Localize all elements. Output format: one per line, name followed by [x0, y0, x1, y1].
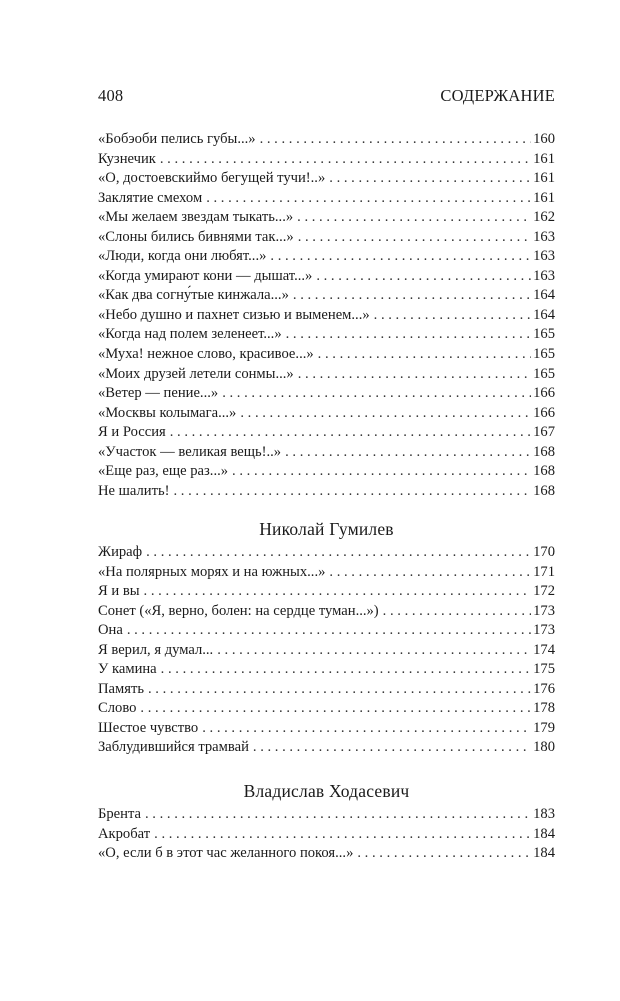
dot-leader	[146, 543, 531, 563]
toc-entry-title: У камина	[98, 661, 157, 678]
dot-leader	[222, 384, 531, 404]
dot-leader	[260, 130, 532, 150]
toc-entry-page: 170	[533, 544, 555, 560]
toc-entry-page: 175	[533, 661, 555, 678]
toc-entry	[98, 543, 555, 563]
toc-entry-title: «Когда над полем зеленеет...»	[98, 326, 282, 343]
dot-leader	[240, 404, 531, 424]
toc-list-khodasevich	[98, 805, 555, 864]
toc-entry	[98, 805, 555, 825]
toc-entry-title: «Еще раз, еще раз...»	[98, 463, 229, 480]
toc-entry-title: «Когда умирают кони — дышат...»	[98, 267, 313, 284]
dot-leader	[329, 563, 531, 583]
toc-entry-title: «Муха! нежное слово, красивое...»	[98, 346, 314, 363]
dot-leader	[253, 738, 531, 758]
dot-leader	[148, 680, 531, 700]
toc-entry	[98, 462, 555, 482]
toc-entry-page: 164	[533, 306, 555, 323]
dot-leader	[316, 267, 531, 287]
toc-entry	[98, 130, 555, 150]
toc-entry-title: «О, достоевскиймо бегущей тучи!..»	[98, 170, 326, 187]
toc-entry	[98, 325, 555, 345]
toc-entry-page: 179	[533, 719, 555, 736]
dot-leader	[202, 719, 531, 739]
dot-leader	[160, 150, 531, 170]
toc-entry-page: 165	[533, 326, 555, 343]
dot-leader	[170, 423, 531, 443]
toc-entry-title: «Слоны бились бивнями так...»	[98, 228, 294, 245]
toc-entry-page: 161	[533, 170, 555, 187]
toc-entry	[98, 699, 555, 719]
toc-entry-page: 166	[533, 404, 555, 421]
toc-entry-title: Сонет («Я, верно, болен: на сердце туман...»)	[98, 602, 379, 619]
toc-entry-title: «На полярных морях и на южных...»	[98, 563, 326, 580]
toc-entry-page: 173	[533, 622, 555, 639]
toc-entry	[98, 423, 555, 443]
dot-leader	[286, 325, 531, 345]
toc-entry	[98, 660, 555, 680]
toc-entry-page: 162	[533, 209, 555, 226]
toc-entry-title: Кузнечик	[98, 150, 156, 167]
toc-entry	[98, 443, 555, 463]
dot-leader	[293, 286, 531, 306]
toc-entry-title: Жираф	[98, 544, 143, 560]
toc-entry-page: 183	[533, 806, 555, 822]
toc-entry-page: 163	[533, 228, 555, 245]
toc-entry-page: 161	[533, 189, 555, 206]
toc-entry	[98, 169, 555, 189]
section-title-khodasevich: Владислав Ходасевич	[243, 781, 410, 801]
toc-entry-title: «Моих друзей летели сонмы...»	[98, 365, 294, 382]
toc-entry	[98, 680, 555, 700]
toc-list-gumilev	[98, 543, 555, 758]
toc-entry-title: «Участок — великая вещь!..»	[98, 443, 282, 460]
toc-entry-page: 180	[533, 739, 555, 756]
toc-entry-page: 163	[533, 267, 555, 284]
toc-entry-page: 165	[533, 365, 555, 382]
toc-entry-page: 171	[533, 563, 555, 580]
dot-leader	[140, 699, 531, 719]
toc-entry	[98, 482, 555, 502]
toc-entry-page: 168	[533, 443, 555, 460]
toc-entry	[98, 563, 555, 583]
toc-entry-page: 178	[533, 700, 555, 717]
toc-entry-title: Я и вы	[98, 583, 140, 600]
toc-entry-title: Не шалить!	[98, 482, 170, 499]
toc-entry-page: 166	[533, 385, 555, 402]
toc-entry-page: 164	[533, 287, 555, 304]
dot-leader	[383, 602, 531, 622]
dot-leader	[232, 462, 531, 482]
dot-leader	[206, 189, 531, 209]
toc-entry-page: 161	[533, 150, 555, 167]
dot-leader	[154, 825, 531, 845]
toc-entry	[98, 247, 555, 267]
toc-entry-title: «Бобэоби пелись губы...»	[98, 131, 256, 147]
section-title-gumilev: Николай Гумилев	[259, 519, 394, 539]
dot-leader	[297, 208, 531, 228]
toc-entry-title: Заклятие смехом	[98, 189, 203, 206]
toc-entry-title: «Москвы колымага...»	[98, 404, 237, 421]
dot-leader	[174, 482, 532, 502]
toc-entry	[98, 719, 555, 739]
toc-entry-title: Брента	[98, 806, 141, 822]
toc-entry-title: «Небо душно и пахнет сизью и выменем...»	[98, 306, 370, 323]
dot-leader	[374, 306, 531, 326]
toc-entry	[98, 267, 555, 287]
toc-entry-title: Она	[98, 622, 123, 639]
toc-entry	[98, 844, 555, 864]
toc-entry-title: Я и Россия	[98, 424, 166, 441]
toc-entry-page: 172	[533, 583, 555, 600]
toc-entry	[98, 641, 555, 661]
dot-leader	[144, 582, 532, 602]
dot-leader	[298, 365, 531, 385]
toc-entry-page: 165	[533, 346, 555, 363]
toc-entry-title: «Люди, когда они любят...»	[98, 248, 267, 265]
toc-entry	[98, 150, 555, 170]
toc-entry-page: 163	[533, 248, 555, 265]
dot-leader	[285, 443, 531, 463]
dot-leader	[298, 228, 531, 248]
toc-entry-page: 184	[533, 825, 555, 842]
dot-leader	[217, 641, 531, 661]
page-header	[98, 86, 555, 106]
toc-entry	[98, 228, 555, 248]
toc-entry	[98, 208, 555, 228]
toc-entry-page: 174	[533, 641, 555, 658]
toc-entry-page: 168	[533, 482, 555, 499]
dot-leader	[329, 169, 531, 189]
dot-leader	[270, 247, 531, 267]
toc-entry	[98, 345, 555, 365]
toc-entry	[98, 738, 555, 758]
toc-entry	[98, 404, 555, 424]
toc-entry-title: Я верил, я думал...	[98, 641, 214, 658]
toc-entry-title: Слово	[98, 700, 137, 717]
toc-entry-title: «Ветер — пение...»	[98, 385, 219, 402]
toc-entry-page: 167	[533, 424, 555, 441]
toc-entry-title: «Мы желаем звездам тыкать...»	[98, 209, 294, 226]
toc-entry	[98, 582, 555, 602]
toc-entry-page: 176	[533, 680, 555, 697]
toc-entry	[98, 825, 555, 845]
dot-leader	[357, 844, 531, 864]
toc-entry	[98, 286, 555, 306]
dot-leader	[318, 345, 531, 365]
toc-entry-title: «Как два согну́тые кинжала...»	[98, 287, 289, 304]
toc-entry-page: 173	[533, 602, 555, 619]
toc-entry	[98, 621, 555, 641]
toc-entry	[98, 189, 555, 209]
toc-entry-title: Акробат	[98, 825, 151, 842]
toc-entry	[98, 306, 555, 326]
toc-entry	[98, 384, 555, 404]
toc-entry-page: 160	[533, 131, 555, 147]
toc-entry-title: Шестое чувство	[98, 719, 199, 736]
page-number: 408	[98, 86, 124, 105]
toc-list-khlebnikov	[98, 130, 555, 501]
toc-entry	[98, 602, 555, 622]
dot-leader	[127, 621, 531, 641]
dot-leader	[145, 805, 531, 825]
toc-entry	[98, 365, 555, 385]
toc-entry-title: Память	[98, 680, 144, 697]
toc-entry-title: Заблудившийся трамвай	[98, 739, 249, 756]
toc-entry-page: 184	[533, 845, 555, 862]
toc-entry-title: «О, если б в этот час желанного покоя...»	[98, 845, 354, 862]
running-title: СОДЕРЖАНИЕ	[440, 86, 555, 105]
dot-leader	[161, 660, 531, 680]
toc-entry-page: 168	[533, 463, 555, 480]
